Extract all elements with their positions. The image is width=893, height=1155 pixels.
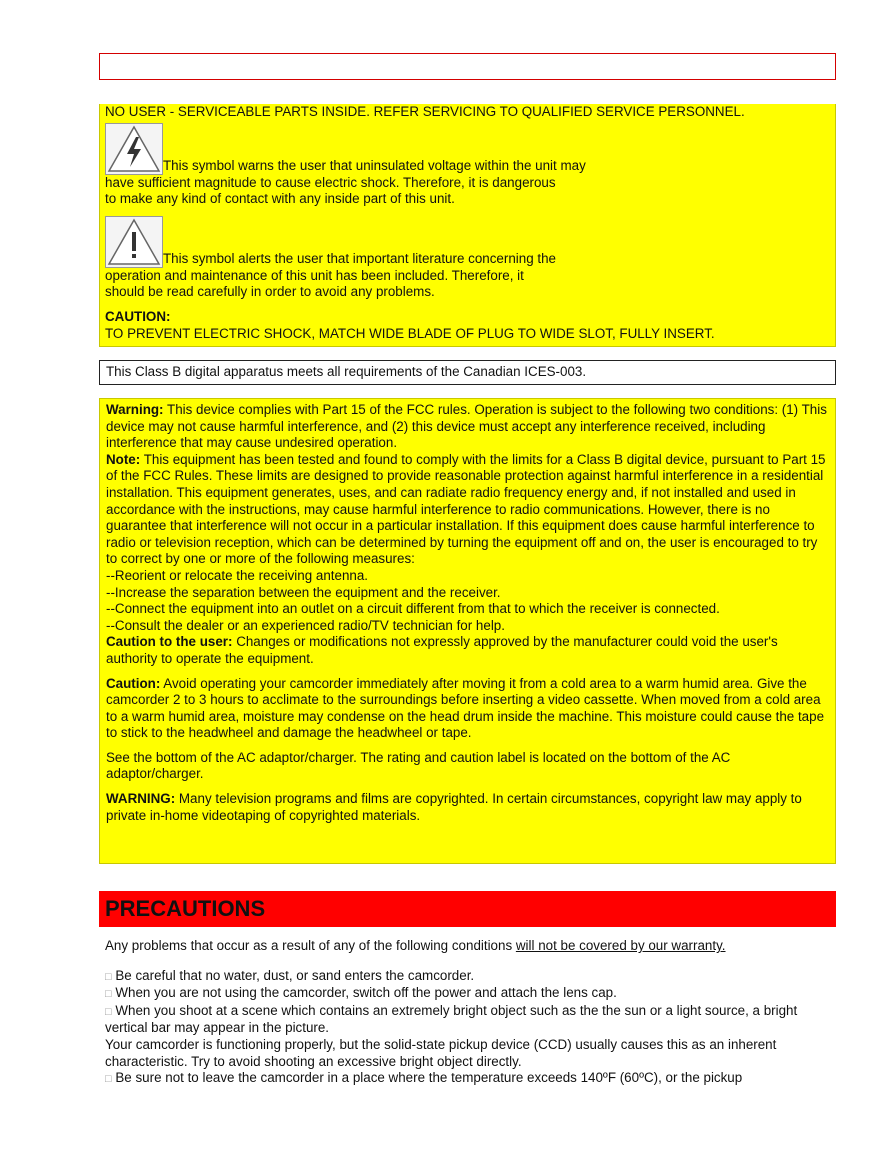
copyright-warning-label: WARNING:	[106, 791, 176, 807]
precaution-item-text: When you are not using the camcorder, switch off the power and attach the lens cap.	[111, 985, 617, 1001]
condensation-caution	[106, 676, 829, 742]
precautions-intro-text: Any problems that occur as a result of any of the following conditions	[105, 938, 516, 953]
fcc-measure: --Consult the dealer or an experienced radio/TV technician for help.	[106, 617, 505, 633]
fcc-measure: --Increase the separation between the equipment and the receiver.	[106, 584, 501, 600]
fcc-measure: --Reorient or relocate the receiving antenna.	[106, 567, 369, 583]
symbol2-row	[105, 216, 829, 268]
symbol1-text-line3: to make any kind of contact with any inside part of this unit.	[105, 191, 455, 207]
precautions-body	[99, 938, 836, 1088]
canada-ices-text: This Class B digital apparatus meets all requirements of the Canadian ICES-003.	[106, 364, 587, 379]
checkbox-bullet-icon: □	[105, 1005, 112, 1018]
precaution-item-text: Be sure not to leave the camcorder in a place where the temperature exceeds 140ºF (60ºC), or the pickup	[111, 1070, 743, 1086]
precaution-item-text: Be careful that no water, dust, or sand enters the camcorder.	[111, 967, 475, 983]
fcc-note	[106, 452, 829, 568]
canada-ices-notice	[99, 360, 836, 385]
precaution-item-text: When you shoot at a scene which contains an extremely bright object such as the the sun or a light source, a bright vertical bar may appear in the picture.	[105, 1002, 798, 1036]
exclamation-warning-icon	[105, 216, 163, 268]
caution-to-user-text: Changes or modifications not expressly approved by the manufacturer could void the user's authority to operate the equipment.	[106, 634, 778, 666]
fcc-warning	[106, 402, 829, 452]
precaution-item	[105, 968, 830, 986]
condensation-caution-text: Avoid operating your camcorder immediately after moving it from a cold area to a warm humid area. Give the camcorder 2 to 3 hours to acclimate to the surroundings before inserting a video cassette. When moved from a cold area to a warm humid area, moisture may condense on the head drum inside the machine. This moisture could cause the tape to stick to the headwheel and damage the headwheel or tape.	[106, 675, 825, 741]
condensation-caution-label: Caution:	[106, 675, 161, 691]
plug-caution-text: TO PREVENT ELECTRIC SHOCK, MATCH WIDE BLADE OF PLUG TO WIDE SLOT, FULLY INSERT.	[105, 325, 715, 341]
plug-caution	[105, 309, 829, 342]
precautions-intro	[105, 938, 830, 955]
precautions-title: PRECAUTIONS	[105, 896, 266, 921]
fcc-note-text: This equipment has been tested and found to comply with the limits for a Class B digital device, pursuant to Part 15 of the FCC Rules. These limits are designed to provide reasonable protection against harmful interference in a residential installation. This equipment generates, uses, and can radiate radio frequency energy and, if not installed and used in accordance with the instructions, may cause harmful interference to radio communications. However, there is no guarantee that interference will not occur in a particular installation. If this equipment does cause harmful interference to radio or television reception, which can be determined by turning the equipment off and on, the user is encouraged to try to correct by one or more of the following measures:	[106, 451, 826, 567]
copyright-warning	[106, 791, 829, 824]
ccd-explanation: Your camcorder is functioning properly, but the solid-state pickup device (CCD) usually causes this as an inherent characteristic. Try to avoid shooting an excessive bright object directly.	[105, 1036, 777, 1069]
safety-notice-panel	[99, 104, 836, 347]
caution-to-user-label: Caution to the user:	[106, 634, 233, 650]
precaution-item	[105, 1003, 830, 1037]
symbol2-text-line3: should be read carefully in order to avoid any problems.	[105, 284, 435, 300]
copyright-warning-text: Many television programs and films are copyrighted. In certain circumstances, copyright law may apply to private in-home videotaping of copyrighted materials.	[106, 791, 802, 823]
fcc-note-label: Note:	[106, 451, 141, 467]
precautions-header	[99, 891, 836, 927]
symbol1-text-line1: This symbol warns the user that uninsulated voltage within the unit may	[163, 158, 586, 173]
fcc-warning-text: This device complies with Part 15 of the FCC rules. Operation is subject to the following two conditions: (1) This device may not cause harmful interference, and (2) this device must accept any interference received, including interference that may cause undesired operation.	[106, 402, 827, 451]
warranty-exclusion-text: will not be covered by our warranty.	[515, 938, 726, 953]
lightning-warning-icon	[105, 123, 163, 175]
fcc-measure: --Connect the equipment into an outlet on a circuit different from that to which the receiver is connected.	[106, 601, 720, 617]
safety-heading: NO USER - SERVICEABLE PARTS INSIDE. REFER SERVICING TO QUALIFIED SERVICE PERSONNEL.	[105, 104, 745, 119]
plug-caution-label: CAUTION:	[105, 308, 171, 324]
caution-to-user	[106, 634, 829, 667]
fcc-notice-panel	[99, 398, 836, 864]
adaptor-label-note: See the bottom of the AC adaptor/charger. The rating and caution label is located on the bottom of the AC adaptor/charger.	[106, 749, 731, 782]
checkbox-bullet-icon: □	[105, 970, 112, 983]
symbol2-text-line1: This symbol alerts the user that important literature concerning the	[163, 251, 556, 267]
checkbox-bullet-icon: □	[105, 1073, 112, 1086]
fcc-warning-label: Warning:	[106, 402, 164, 417]
symbol1-text-line2: have sufficient magnitude to cause electric shock. Therefore, it is dangerous	[105, 174, 556, 190]
precaution-item	[105, 1070, 830, 1088]
empty-red-frame	[99, 53, 836, 80]
symbol2-text-line2: operation and maintenance of this unit has been included. Therefore, it	[105, 267, 524, 283]
checkbox-bullet-icon: □	[105, 988, 112, 1001]
precaution-item	[105, 985, 830, 1003]
symbol1-row	[105, 123, 829, 175]
